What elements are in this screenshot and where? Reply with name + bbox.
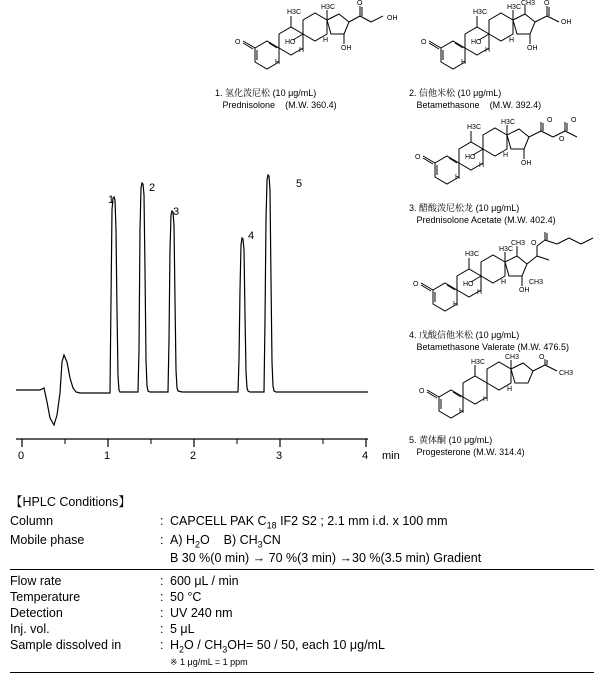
- svg-text:H: H: [323, 37, 329, 44]
- structure-5-index: 5.: [409, 435, 417, 445]
- conditions-row-sample: [10, 637, 594, 656]
- svg-text:O: O: [571, 117, 577, 124]
- structure-4-conc: (10 μg/mL): [475, 330, 520, 340]
- structure-row-1: [215, 2, 603, 113]
- svg-text:HO: HO: [463, 281, 474, 288]
- svg-text:OH: OH: [561, 19, 572, 26]
- svg-text:CH3: CH3: [559, 370, 574, 377]
- peak-label-1: 1: [108, 194, 115, 206]
- svg-text:H: H: [509, 37, 515, 44]
- structure-3-caption-line2: [409, 214, 603, 226]
- structure-5-mw: (M.W. 314.4): [473, 447, 525, 457]
- conditions-value-inj-vol: 5 μL: [170, 622, 195, 636]
- svg-text:H: H: [503, 152, 509, 159]
- svg-text:H: H: [507, 386, 513, 393]
- conditions-row-gradient: [10, 550, 594, 566]
- structure-panel: [215, 2, 603, 460]
- structure-1-diagram: [215, 2, 409, 82]
- structure-5-conc: (10 μg/mL): [448, 435, 493, 445]
- structure-2-caption-line2: [409, 99, 603, 111]
- conditions-sep-mobile-phase: :: [160, 532, 164, 547]
- svg-text:H: H: [479, 162, 485, 169]
- hplc-conditions: [10, 492, 594, 676]
- conditions-value-gradient: B 30 %(0 min) → 70 %(3 min) →30 %(3.5 min) Gradient: [170, 551, 482, 565]
- svg-text:H: H: [455, 174, 461, 181]
- conditions-sep-sample: :: [160, 638, 164, 652]
- structure-5-diagram: [409, 354, 603, 429]
- conditions-key-temperature: Temperature: [10, 590, 81, 604]
- svg-text:H3C: H3C: [473, 9, 488, 16]
- structure-3-index: 3.: [409, 203, 417, 213]
- x-axis-unit: min: [382, 450, 400, 462]
- conditions-key-gradient: [10, 550, 160, 566]
- svg-text:H: H: [483, 396, 489, 403]
- svg-text:O: O: [539, 354, 545, 361]
- conditions-value-flow-rate: 600 μL / min: [170, 574, 239, 588]
- structure-1-mw: (M.W. 360.4): [285, 100, 337, 110]
- peak-label-3: 3: [173, 206, 180, 218]
- structure-2-caption-line1: [409, 87, 603, 99]
- svg-text:CH3: CH3: [511, 240, 526, 247]
- conditions-title: 【HPLC Conditions】: [10, 495, 131, 509]
- svg-text:H: H: [453, 301, 459, 308]
- svg-text:H3C: H3C: [465, 251, 480, 258]
- structure-4-caption-line2: [409, 341, 603, 353]
- svg-text:O: O: [531, 240, 537, 247]
- structure-1: [215, 2, 409, 111]
- conditions-sep-column: :: [160, 514, 164, 528]
- conditions-value-sample: $H_2O / CH_3OH= 50 / 50$, each 10 μg/mL: [170, 638, 385, 655]
- structure-2: [409, 2, 603, 111]
- structure-4-mw: (M.W. 476.5): [517, 342, 569, 352]
- structure-3-caption-line1: [409, 202, 603, 214]
- svg-text:OH: OH: [519, 287, 530, 294]
- structure-1-caption-line2: [215, 99, 409, 111]
- svg-text:CH3: CH3: [529, 279, 544, 286]
- x-tick-1: 1: [104, 450, 111, 462]
- conditions-sep-flow-rate: :: [160, 574, 164, 588]
- structure-1-caption-line1: [215, 87, 409, 99]
- svg-text:O: O: [357, 0, 363, 7]
- svg-text:O: O: [419, 388, 425, 395]
- svg-text:O: O: [421, 39, 427, 46]
- peak-label-4: 4: [248, 230, 255, 242]
- structure-5-caption-line2: [409, 446, 603, 458]
- conditions-row-detection: [10, 605, 594, 621]
- svg-text:HO: HO: [465, 154, 476, 161]
- svg-text:OH: OH: [521, 160, 532, 167]
- conditions-key-footnote: [10, 656, 160, 669]
- svg-text:H: H: [485, 47, 491, 54]
- svg-text:HO: HO: [285, 39, 296, 46]
- conditions-value-column: CAPCELL PAK $C_{18}$ IF2 S2 ; 2.1 mm i.d. x 100 mm: [170, 514, 448, 531]
- structure-2-conc: (10 μg/mL): [457, 88, 502, 98]
- svg-text:H: H: [459, 408, 465, 415]
- conditions-footnote: ※ 1 μg/mL = 1 ppm: [170, 656, 248, 667]
- svg-text:OH: OH: [341, 45, 352, 52]
- conditions-value-detection: UV 240 nm: [170, 606, 233, 620]
- svg-text:O: O: [559, 136, 565, 143]
- svg-text:OH: OH: [527, 45, 538, 52]
- peak-label-2: 2: [149, 182, 156, 194]
- structure-1-name-en: Prednisolone: [222, 100, 276, 110]
- svg-text:HO: HO: [471, 39, 482, 46]
- structure-4-index: 4.: [409, 330, 417, 340]
- svg-text:H3C: H3C: [501, 119, 516, 126]
- conditions-table-2: [10, 573, 594, 669]
- conditions-row-inj-vol: [10, 621, 594, 637]
- conditions-sep-gradient: [160, 550, 170, 566]
- x-tick-4: 4: [362, 450, 369, 462]
- structure-1-name-cjk: 氢化泼尼松: [225, 88, 271, 98]
- conditions-sep-inj-vol: :: [160, 622, 164, 636]
- svg-text:H: H: [275, 59, 281, 66]
- peak-label-5: 5: [296, 178, 303, 190]
- x-tick-2: 2: [190, 450, 197, 462]
- structure-2-diagram: [409, 2, 603, 82]
- structure-4-caption-line1: [409, 329, 603, 341]
- structure-3-name-cjk: 醋酸泼尼松龙: [419, 203, 474, 213]
- conditions-row-footnote: [10, 656, 594, 669]
- structure-1-conc: (10 μg/mL): [272, 88, 317, 98]
- svg-text:H: H: [299, 47, 305, 54]
- svg-text:H3C: H3C: [507, 4, 522, 11]
- conditions-value-temperature: 50 °C: [170, 590, 202, 604]
- conditions-row-flow-rate: [10, 573, 594, 589]
- conditions-key-inj-vol: Inj. vol.: [10, 622, 50, 636]
- structure-3-conc: (10 μg/mL): [475, 203, 520, 213]
- conditions-row-column: [10, 513, 594, 532]
- conditions-sep-detection: :: [160, 606, 164, 620]
- conditions-sep-temperature: :: [160, 590, 164, 604]
- structure-5: [409, 354, 603, 458]
- svg-text:H: H: [501, 279, 507, 286]
- structure-4-name-cjk: 戊酸信他米松: [419, 330, 474, 340]
- structure-4-name-en: Betamethasone Valerate: [416, 342, 515, 352]
- conditions-row-mobile-phase: [10, 532, 594, 551]
- svg-text:H: H: [477, 289, 483, 296]
- structure-5-caption-line1: [409, 434, 603, 446]
- svg-text:H3C: H3C: [467, 124, 482, 131]
- svg-text:O: O: [413, 281, 419, 288]
- conditions-divider-bottom: [10, 672, 594, 673]
- structure-4: [409, 232, 603, 353]
- svg-text:O: O: [415, 154, 421, 161]
- x-tick-0: 0: [18, 450, 25, 462]
- x-tick-3: 3: [276, 450, 283, 462]
- structure-5-name-cjk: 黄体酮: [419, 435, 447, 445]
- structure-2-mw: (M.W. 392.4): [489, 100, 542, 110]
- svg-text:H3C: H3C: [321, 4, 336, 11]
- conditions-key-column: Column: [10, 514, 54, 528]
- conditions-table: [10, 513, 594, 566]
- svg-text:H3C: H3C: [287, 9, 302, 16]
- structure-2-name-cjk: 信他米松: [419, 88, 456, 98]
- svg-text:O: O: [235, 39, 241, 46]
- svg-text:H3C: H3C: [499, 246, 514, 253]
- svg-text:H3C: H3C: [471, 359, 486, 366]
- svg-text:O: O: [547, 117, 553, 124]
- svg-text:CH3: CH3: [505, 354, 520, 361]
- conditions-key-mobile-phase: Mobile phase: [10, 532, 85, 547]
- structure-2-name-en: Betamethasone: [416, 100, 480, 110]
- svg-text:O: O: [544, 0, 550, 7]
- conditions-key-detection: Detection: [10, 606, 63, 620]
- conditions-sep-footnote: [160, 656, 170, 669]
- structure-4-diagram: [409, 232, 603, 324]
- structure-5-name-en: Progesterone: [416, 447, 471, 457]
- structure-2-index: 2.: [409, 88, 417, 98]
- conditions-key-flow-rate: Flow rate: [10, 574, 62, 588]
- structure-3-name-en: Prednisolone Acetate: [416, 215, 502, 225]
- conditions-value-mobile-phase: A) $H_2O$ B) $CH_3CN$: [170, 532, 281, 549]
- svg-text:H: H: [461, 59, 467, 66]
- conditions-divider: [10, 569, 594, 570]
- structure-3: [409, 119, 603, 226]
- svg-text:CH3: CH3: [521, 0, 536, 7]
- structure-3-diagram: [409, 119, 603, 197]
- structure-1-index: 1.: [215, 88, 223, 98]
- conditions-row-temperature: [10, 589, 594, 605]
- conditions-key-sample: Sample dissolved in: [10, 638, 122, 652]
- structure-3-mw: (M.W. 402.4): [504, 215, 556, 225]
- svg-text:OH: OH: [387, 15, 398, 22]
